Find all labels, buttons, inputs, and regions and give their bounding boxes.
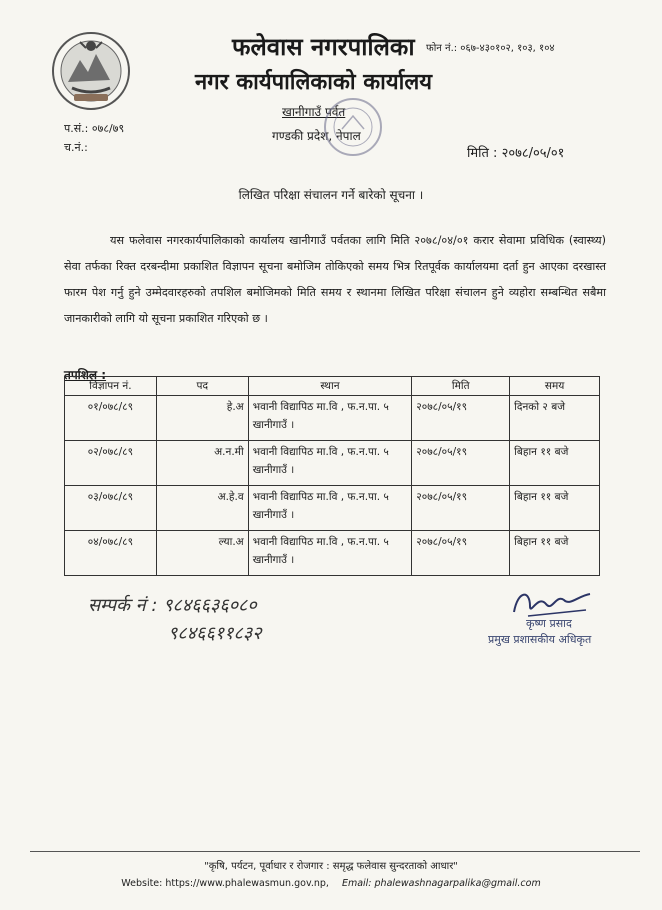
cell-ad-no: ०१/०७८/८९ (65, 396, 157, 441)
footer-motto: "कृषि, पर्यटन, पूर्वाधार र रोजगार : समृद्ध फलेवास सुन्दरताको आधार" (204, 861, 458, 872)
table-row (65, 531, 600, 576)
province-country: गण्डकी प्रदेश, नेपाल (272, 129, 361, 143)
cell-time: बिहान ११ बजे (510, 486, 600, 531)
notice-date: मिति : २०७८/०५/०१ (467, 146, 565, 161)
header-time: समय (510, 377, 600, 396)
contact-line-2: ९८४६६११८३२ (168, 623, 262, 644)
contact-numbers (88, 592, 262, 648)
header-post: पद (156, 377, 248, 396)
schedule-title: तपशिल : (64, 368, 107, 382)
cell-time: बिहान ११ बजे (510, 531, 600, 576)
website-link[interactable]: Website: https://www.phalewasmun.gov.np, (121, 878, 329, 889)
notice-subject: लिखित परिक्षा संचालन गर्ने बारेको सूचना । (238, 188, 424, 202)
cell-date: २०७८/०५/१९ (412, 486, 510, 531)
header-date: मिति (412, 377, 510, 396)
cell-post: हे.अ (156, 396, 248, 441)
header-ad-no: विज्ञापन नं. (65, 377, 157, 396)
cell-venue: भवानी विद्यापिठ मा.वि , फ.न.पा. ५ खानीगाउँ । (248, 396, 412, 441)
exam-schedule-table (64, 376, 600, 576)
table-row (65, 441, 600, 486)
contact-line-1: सम्पर्क नं : ९८४६६३६०८० (88, 595, 257, 616)
cell-ad-no: ०४/०७८/८९ (65, 531, 157, 576)
cell-time: दिनको २ बजे (510, 396, 600, 441)
table-row (65, 486, 600, 531)
office-stamp-icon (322, 96, 384, 158)
cell-ad-no: ०३/०७८/८९ (65, 486, 157, 531)
phone-number: फोन नं.: ०६७-४३०१०२, १०३, १०४ (426, 43, 555, 54)
cell-time: बिहान ११ बजे (510, 441, 600, 486)
dispatch-number: च.नं.: (64, 141, 88, 154)
table-row (65, 396, 600, 441)
nepal-emblem-icon (50, 30, 132, 112)
cell-ad-no: ०२/०७८/८९ (65, 441, 157, 486)
cell-date: २०७८/०५/१९ (412, 531, 510, 576)
cell-date: २०७८/०५/१९ (412, 396, 510, 441)
cell-venue: भवानी विद्यापिठ मा.वि , फ.न.पा. ५ खानीगाउँ । (248, 531, 412, 576)
reference-number: प.सं.: ०७८/७९ (64, 122, 125, 135)
office-location: खानीगाउँ पर्वत (282, 105, 346, 119)
org-name: फलेवास नगरपालिका (232, 33, 415, 61)
cell-post: अ.न.मी (156, 441, 248, 486)
cell-date: २०७८/०५/१९ (412, 441, 510, 486)
cell-post: अ.हे.व (156, 486, 248, 531)
footer-divider (30, 851, 640, 852)
cell-venue: भवानी विद्यापिठ मा.वि , फ.न.पा. ५ खानीगाउँ । (248, 486, 412, 531)
cell-venue: भवानी विद्यापिठ मा.वि , फ.न.पा. ५ खानीगाउँ । (248, 441, 412, 486)
cell-post: ल्या.अ (156, 531, 248, 576)
notice-body: यस फलेवास नगरकार्यपालिकाको कार्यालय खानीगाउँ पर्वतका लागि मिति २०७८/०४/०१ करार सेवामा प्रविधिक (स्वास्थ्य) सेवा तर्फका रिक्त दरबन्दीमा प्रकाशित विज्ञापन सूचना बमोजिम तोकिएको समय भित्र रितपूर्वक कार्यालयमा दर्ता हुन आएका दरखास्त फारम पेश गर्नु हुने उम्मेदवारहरुको तपशिल बमोजिमको मिति समय र स्थानमा लिखित परिक्षा संचालन हुने व्यहोरा सम्बन्धित सबैमा जानकारीको लागि यो सूचना प्रकाशित गरिएको छ । (64, 234, 606, 325)
signatory-name: कृष्ण प्रसाद (526, 617, 572, 630)
email-link[interactable]: Email: phalewashnagarpalika@gmail.com (341, 878, 541, 889)
office-name: नगर कार्यपालिकाको कार्यालय (195, 70, 432, 95)
table-header-row (65, 377, 600, 396)
header-venue: स्थान (248, 377, 412, 396)
footer-contact (0, 878, 662, 889)
signatory-title: प्रमुख प्रशासकीय अधिकृत (488, 633, 592, 646)
